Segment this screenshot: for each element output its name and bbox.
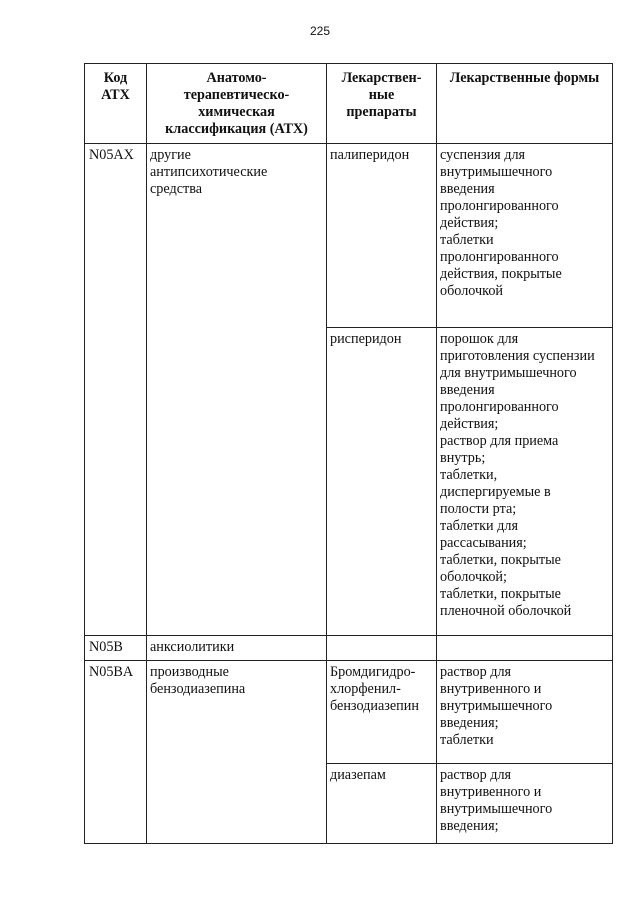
- header-drugs: [327, 64, 437, 144]
- atc-code-cell: N05BA: [85, 661, 147, 844]
- text-line: внутрь;: [440, 450, 486, 466]
- dosage-form-cell: [437, 328, 613, 636]
- text-line: приготовления суспензии: [440, 348, 595, 364]
- text-line: Лекарственные формы: [449, 70, 600, 86]
- header-dosage-forms: [437, 64, 613, 144]
- text-line: терапевтическо-: [183, 87, 290, 103]
- text-line: введения;: [440, 715, 499, 731]
- text-line: диспергируемые в: [440, 484, 551, 500]
- text-line: раствор для: [440, 767, 512, 783]
- text-line: действия, покрытые: [440, 266, 562, 282]
- text-line: пролонгированного: [440, 198, 559, 214]
- dosage-form-cell: [437, 764, 613, 844]
- text-line: диазепам: [330, 767, 386, 783]
- drug-cell: [327, 764, 437, 844]
- text-line: производные: [150, 664, 229, 680]
- atc-class-cell: [147, 661, 327, 844]
- atc-code-cell: N05B: [85, 636, 147, 661]
- text-line: раствор для: [440, 664, 512, 680]
- text-line: классификация (АТХ): [165, 121, 308, 137]
- text-line: таблетки: [440, 232, 494, 248]
- header-atc-classification: [147, 64, 327, 144]
- atc-code-cell: N05AX: [85, 144, 147, 636]
- atc-drug-table: [84, 63, 613, 844]
- text-line: полости рта;: [440, 501, 517, 517]
- atc-class-cell: [147, 636, 327, 661]
- text-line: химическая: [198, 104, 275, 120]
- text-line: оболочкой;: [440, 569, 507, 585]
- text-line: суспензия для: [440, 147, 526, 163]
- text-line: введения;: [440, 818, 499, 834]
- table-row: [85, 636, 613, 661]
- text-line: действия;: [440, 416, 499, 432]
- text-line: действия;: [440, 215, 499, 231]
- text-line: антипсихотические: [150, 164, 268, 180]
- text-line: средства: [150, 181, 203, 197]
- text-line: для внутримышечного: [440, 365, 577, 381]
- table-header-row: [85, 64, 613, 144]
- text-line: Лекарствен-: [341, 70, 422, 86]
- text-line: таблетки, покрытые: [440, 552, 561, 568]
- text-line: другие: [150, 147, 191, 163]
- drug-cell: [327, 661, 437, 764]
- text-line: хлорфенил-: [330, 681, 401, 697]
- text-line: внутривенного и: [440, 681, 542, 697]
- text-line: введения: [440, 181, 495, 197]
- text-line: раствор для приема: [440, 433, 559, 449]
- text-line: внутривенного и: [440, 784, 542, 800]
- text-line: бензодиазепина: [150, 681, 246, 697]
- text-line: таблетки, покрытые: [440, 586, 561, 602]
- atc-class-cell: [147, 144, 327, 636]
- text-line: АТХ: [101, 87, 130, 103]
- text-line: таблетки: [440, 732, 494, 748]
- text-line: внутримышечного: [440, 801, 553, 817]
- drug-cell: [327, 328, 437, 636]
- header-atc-code: [85, 64, 147, 144]
- text-line: препараты: [346, 104, 417, 120]
- text-line: Анатомо-: [206, 70, 267, 86]
- drug-cell: [327, 144, 437, 328]
- text-line: внутримышечного: [440, 164, 553, 180]
- text-line: ные: [368, 87, 395, 103]
- dosage-form-cell: [437, 636, 613, 661]
- text-line: Бромдигидро-: [330, 664, 416, 680]
- text-line: палиперидон: [330, 147, 410, 163]
- text-line: порошок для: [440, 331, 519, 347]
- text-line: пролонгированного: [440, 399, 559, 415]
- text-line: внутримышечного: [440, 698, 553, 714]
- drug-cell: [327, 636, 437, 661]
- text-line: анксиолитики: [150, 639, 235, 655]
- text-line: таблетки для: [440, 518, 518, 534]
- text-line: бензодиазепин: [330, 698, 419, 714]
- text-line: рассасывания;: [440, 535, 527, 551]
- text-line: рисперидон: [330, 331, 402, 347]
- table-row: [85, 144, 613, 328]
- dosage-form-cell: [437, 661, 613, 764]
- table-row: [85, 661, 613, 764]
- text-line: Код: [103, 70, 128, 86]
- text-line: таблетки,: [440, 467, 498, 483]
- text-line: оболочкой: [440, 283, 504, 299]
- text-line: пролонгированного: [440, 249, 559, 265]
- text-line: пленочной оболочкой: [440, 603, 572, 619]
- dosage-form-cell: [437, 144, 613, 328]
- text-line: введения: [440, 382, 495, 398]
- page-number: 225: [309, 24, 331, 38]
